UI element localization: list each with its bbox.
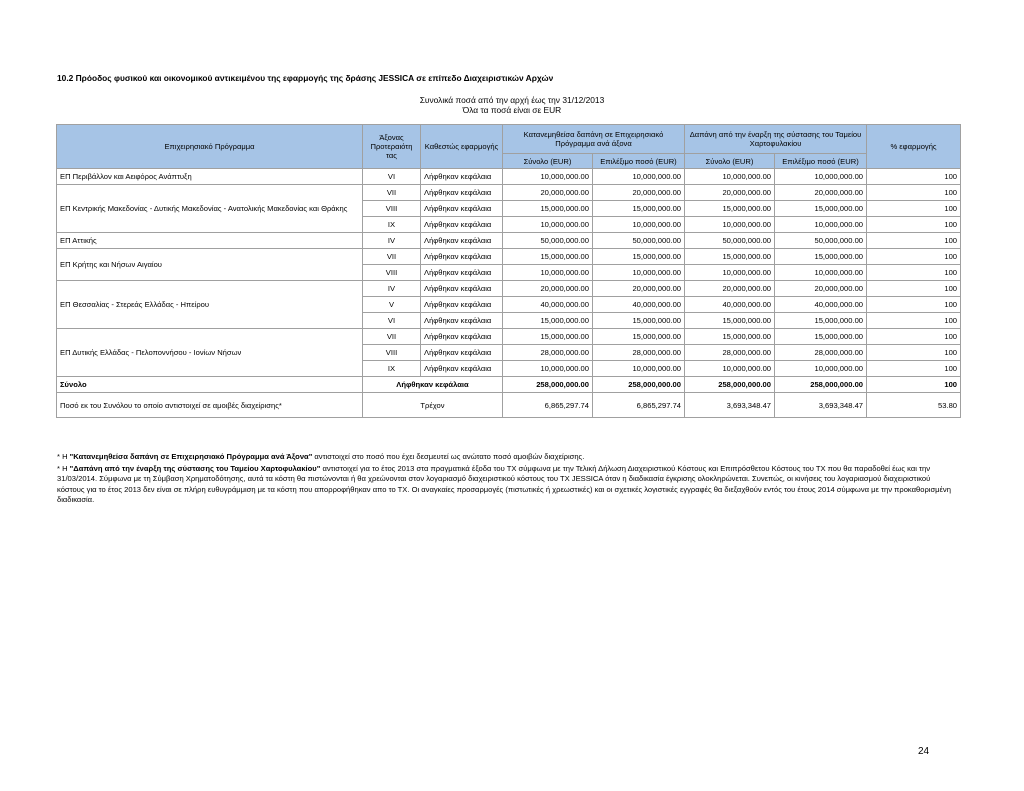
fee-spent-total: 3,693,348.47 (685, 393, 775, 418)
program-cell: ΕΠ Κρήτης και Νήσων Αιγαίου (57, 249, 363, 281)
subtitle-currency: Όλα τα ποσά είναι σε EUR (462, 105, 562, 115)
percent-cell: 100 (867, 329, 961, 345)
total-alloc-eligible: 258,000,000.00 (593, 377, 685, 393)
axis-cell: VIII (363, 345, 421, 361)
spent-total-cell: 10,000,000.00 (685, 217, 775, 233)
status-cell: Λήφθηκαν κεφάλαια (421, 201, 503, 217)
spent-total-cell: 15,000,000.00 (685, 201, 775, 217)
axis-cell: VI (363, 169, 421, 185)
header-axis: Άξονας Προτεραιότη τας (363, 125, 421, 169)
spent-total-cell: 15,000,000.00 (685, 249, 775, 265)
spent-eligible-cell: 15,000,000.00 (775, 201, 867, 217)
spent-eligible-cell: 15,000,000.00 (775, 313, 867, 329)
alloc-eligible-cell: 50,000,000.00 (593, 233, 685, 249)
alloc-eligible-cell: 15,000,000.00 (593, 249, 685, 265)
status-cell: Λήφθηκαν κεφάλαια (421, 185, 503, 201)
total-spent-total: 258,000,000.00 (685, 377, 775, 393)
table-row (57, 249, 961, 265)
program-cell: ΕΠ Αττικής (57, 233, 363, 249)
table-row (57, 329, 961, 345)
table-row (57, 169, 961, 185)
header-percent: % εφαρμογής (867, 125, 961, 169)
table-row (57, 233, 961, 249)
percent-cell: 100 (867, 361, 961, 377)
spent-eligible-cell: 20,000,000.00 (775, 281, 867, 297)
status-cell: Λήφθηκαν κεφάλαια (421, 297, 503, 313)
alloc-total-cell: 10,000,000.00 (503, 217, 593, 233)
axis-cell: V (363, 297, 421, 313)
spent-total-cell: 20,000,000.00 (685, 281, 775, 297)
status-cell: Λήφθηκαν κεφάλαια (421, 217, 503, 233)
total-alloc-total: 258,000,000.00 (503, 377, 593, 393)
spent-total-cell: 10,000,000.00 (685, 169, 775, 185)
spent-eligible-cell: 10,000,000.00 (775, 361, 867, 377)
spent-eligible-cell: 15,000,000.00 (775, 329, 867, 345)
axis-cell: IV (363, 281, 421, 297)
footnotes (57, 452, 957, 507)
status-cell: Λήφθηκαν κεφάλαια (421, 361, 503, 377)
axis-cell: VI (363, 313, 421, 329)
status-cell: Λήφθηκαν κεφάλαια (421, 249, 503, 265)
alloc-total-cell: 50,000,000.00 (503, 233, 593, 249)
spent-eligible-cell: 20,000,000.00 (775, 185, 867, 201)
alloc-total-cell: 15,000,000.00 (503, 313, 593, 329)
fee-status: Τρέχον (363, 393, 503, 418)
progress-table (56, 124, 961, 418)
section-title: 10.2 Πρόοδος φυσικού και οικονομικού αντικειμένου της εφαρμογής της δράσης JESSICA σε επίπεδο Διαχειριστικών Αρχών (57, 73, 554, 83)
table-row (57, 185, 961, 201)
page-number: 24 (918, 746, 930, 757)
spent-eligible-cell: 10,000,000.00 (775, 265, 867, 281)
axis-cell: VII (363, 185, 421, 201)
spent-total-cell: 15,000,000.00 (685, 313, 775, 329)
alloc-total-cell: 15,000,000.00 (503, 329, 593, 345)
alloc-eligible-cell: 28,000,000.00 (593, 345, 685, 361)
spent-total-cell: 40,000,000.00 (685, 297, 775, 313)
alloc-total-cell: 20,000,000.00 (503, 281, 593, 297)
header-spent: Δαπάνη από την έναρξη της σύστασης του Ταμείου Χαρτοφυλακίου (685, 125, 867, 154)
table-header-row (57, 125, 961, 154)
alloc-eligible-cell: 15,000,000.00 (593, 313, 685, 329)
fee-spent-eligible: 3,693,348.47 (775, 393, 867, 418)
axis-cell: VII (363, 249, 421, 265)
program-cell: ΕΠ Δυτικής Ελλάδας - Πελοποννήσου - Ιονίων Νήσων (57, 329, 363, 377)
percent-cell: 100 (867, 313, 961, 329)
alloc-eligible-cell: 10,000,000.00 (593, 217, 685, 233)
alloc-eligible-cell: 10,000,000.00 (593, 169, 685, 185)
spent-eligible-cell: 15,000,000.00 (775, 249, 867, 265)
percent-cell: 100 (867, 281, 961, 297)
alloc-total-cell: 10,000,000.00 (503, 265, 593, 281)
spent-total-cell: 50,000,000.00 (685, 233, 775, 249)
alloc-eligible-cell: 15,000,000.00 (593, 201, 685, 217)
footnote-spent: * Η "Δαπάνη από την έναρξη της σύστασης του Ταμείου Χαρτοφυλακίου" αντιστοιχεί για το έτος 2013 στα πραγματικά έξοδα του ΤΧ σύμφωνα με την Τελική Δήλωση Διαχειριστικού Κόστους και Επιπρόσθετου Κόστους του ΤΧ που θα παραδοθεί έως και την 31/03/2014. Σύμφωνα με τη Σύμβαση Χρηματοδότησης, αυτά τα κόστη θα πιστώνονται ή θα χρεώνονται στον λογαριασμό διαχειριστικού κόστους του ΤΧ JESSICA όταν η διαδικασία έγκρισης ολοκληρώνεται. Συνεπώς, οι κινήσεις του λογαριασμού διαχειριστικού κόστους για το έτος 2013 δεν είναι σε πλήρη ευθυγράμμιση με τα κόστη που απορροφήθηκαν απο το ΤΧ. Οι αναγκαίες προσαρμογές (πιστωτικές ή χρεωστικές) και οι σχετικές λογιστικές εγγραφές θα διεξαχθούν εντός του έτους 2014 σύμφωνα με την προκαθορισμένη διαδικασία. (57, 463, 951, 504)
percent-cell: 100 (867, 233, 961, 249)
total-percent: 100 (867, 377, 961, 393)
percent-cell: 100 (867, 297, 961, 313)
total-status: Λήφθηκαν κεφάλαια (363, 377, 503, 393)
axis-cell: IX (363, 217, 421, 233)
program-cell: ΕΠ Θεσσαλίας - Στερεάς Ελλάδας - Ηπείρου (57, 281, 363, 329)
percent-cell: 100 (867, 185, 961, 201)
spent-total-cell: 15,000,000.00 (685, 329, 775, 345)
alloc-eligible-cell: 20,000,000.00 (593, 281, 685, 297)
alloc-eligible-cell: 10,000,000.00 (593, 265, 685, 281)
spent-eligible-cell: 28,000,000.00 (775, 345, 867, 361)
axis-cell: VIII (363, 201, 421, 217)
spent-total-cell: 10,000,000.00 (685, 265, 775, 281)
alloc-total-cell: 20,000,000.00 (503, 185, 593, 201)
axis-cell: VII (363, 329, 421, 345)
spent-eligible-cell: 40,000,000.00 (775, 297, 867, 313)
total-row (57, 377, 961, 393)
header-allocated: Κατανεμηθείσα δαπάνη σε Επιχειρησιακό Πρόγραμμα ανά άξονα (503, 125, 685, 154)
percent-cell: 100 (867, 201, 961, 217)
alloc-total-cell: 40,000,000.00 (503, 297, 593, 313)
alloc-total-cell: 28,000,000.00 (503, 345, 593, 361)
status-cell: Λήφθηκαν κεφάλαια (421, 233, 503, 249)
axis-cell: IX (363, 361, 421, 377)
program-cell: ΕΠ Περιβάλλον και Αειφόρος Ανάπτυξη (57, 169, 363, 185)
header-alloc-eligible: Επιλέξιμο ποσό (EUR) (593, 154, 685, 169)
header-alloc-total: Σύνολο (EUR) (503, 154, 593, 169)
footnote-allocated: * Η "Κατανεμηθείσα δαπάνη σε Επιχειρησιακό Πρόγραμμα ανά Άξονα" αντιστοιχεί στο ποσό που έχει δεσμευτεί ως ανώτατο ποσό αμοιβών διαχείρισης. (57, 452, 585, 461)
header-status: Καθεστώς εφαρμογής (421, 125, 503, 169)
alloc-total-cell: 15,000,000.00 (503, 249, 593, 265)
spent-total-cell: 20,000,000.00 (685, 185, 775, 201)
alloc-eligible-cell: 15,000,000.00 (593, 329, 685, 345)
total-label: Σύνολο (57, 377, 363, 393)
fee-alloc-eligible: 6,865,297.74 (593, 393, 685, 418)
status-cell: Λήφθηκαν κεφάλαια (421, 345, 503, 361)
percent-cell: 100 (867, 217, 961, 233)
spent-eligible-cell: 50,000,000.00 (775, 233, 867, 249)
total-spent-eligible: 258,000,000.00 (775, 377, 867, 393)
alloc-total-cell: 10,000,000.00 (503, 361, 593, 377)
spent-total-cell: 28,000,000.00 (685, 345, 775, 361)
status-cell: Λήφθηκαν κεφάλαια (421, 329, 503, 345)
alloc-eligible-cell: 10,000,000.00 (593, 361, 685, 377)
alloc-total-cell: 15,000,000.00 (503, 201, 593, 217)
fee-alloc-total: 6,865,297.74 (503, 393, 593, 418)
alloc-eligible-cell: 20,000,000.00 (593, 185, 685, 201)
header-program: Επιχειρησιακό Πρόγραμμα (57, 125, 363, 169)
status-cell: Λήφθηκαν κεφάλαια (421, 281, 503, 297)
spent-eligible-cell: 10,000,000.00 (775, 169, 867, 185)
status-cell: Λήφθηκαν κεφάλαια (421, 265, 503, 281)
percent-cell: 100 (867, 345, 961, 361)
fee-row (57, 393, 961, 418)
status-cell: Λήφθηκαν κεφάλαια (421, 313, 503, 329)
fee-percent: 53.80 (867, 393, 961, 418)
axis-cell: VIII (363, 265, 421, 281)
percent-cell: 100 (867, 169, 961, 185)
spent-total-cell: 10,000,000.00 (685, 361, 775, 377)
header-spent-eligible: Επιλέξιμο ποσό (EUR) (775, 154, 867, 169)
status-cell: Λήφθηκαν κεφάλαια (421, 169, 503, 185)
percent-cell: 100 (867, 249, 961, 265)
alloc-total-cell: 10,000,000.00 (503, 169, 593, 185)
axis-cell: IV (363, 233, 421, 249)
header-spent-total: Σύνολο (EUR) (685, 154, 775, 169)
fee-label: Ποσό εκ του Συνόλου το οποίο αντιστοιχεί σε αμοιβές διαχείρισης* (57, 393, 363, 418)
alloc-eligible-cell: 40,000,000.00 (593, 297, 685, 313)
subtitle-period: Συνολικά ποσά από την αρχή έως την 31/12/2013 (419, 95, 605, 105)
spent-eligible-cell: 10,000,000.00 (775, 217, 867, 233)
table-row (57, 281, 961, 297)
program-cell: ΕΠ Κεντρικής Μακεδονίας - Δυτικής Μακεδονίας - Ανατολικής Μακεδονίας και Θράκης (57, 185, 363, 233)
percent-cell: 100 (867, 265, 961, 281)
